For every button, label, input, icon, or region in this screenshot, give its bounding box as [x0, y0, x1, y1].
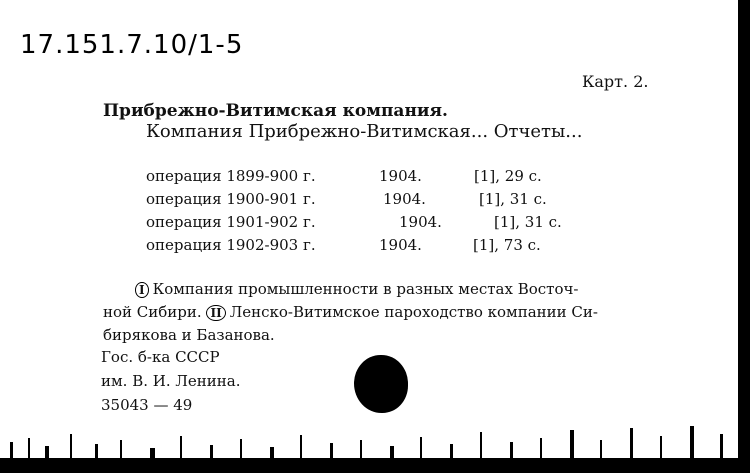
library-name-2: им. В. И. Ленина. [101, 372, 241, 390]
card-subtitle: Компания Прибрежно-Витимская... Отчеты... [146, 121, 583, 142]
report-year: 1904. [379, 167, 422, 185]
annotation-note [103, 278, 648, 347]
ink-blot [354, 355, 408, 413]
note-line: ной Сибири. [103, 303, 202, 321]
card-heading: Прибрежно-Витимская компания. [103, 101, 448, 121]
library-accession: 35043 — 49 [101, 396, 193, 414]
report-operation: операция 1902-903 г. [146, 236, 316, 254]
report-volume: [1], 31 с. [494, 213, 562, 231]
shelfmark-handwritten: 17.151.7.10/1-5 [20, 30, 244, 60]
report-year: 1904. [399, 213, 442, 231]
report-operation: операция 1900-901 г. [146, 190, 316, 208]
note-line: бирякова и Базанова. [103, 326, 275, 344]
note-line: Ленско-Витимское пароходство компании Си- [229, 303, 598, 321]
note-line: Компания промышленности в разных местах Восточ- [152, 280, 579, 298]
library-name: Гос. б-ка СССР [101, 348, 220, 366]
card-number: Карт. 2. [582, 72, 649, 91]
marker-I: I [135, 282, 149, 298]
marker-II: II [206, 305, 225, 321]
report-volume: [1], 73 с. [473, 236, 541, 254]
report-operation: операция 1901-902 г. [146, 213, 316, 231]
report-operation: операция 1899-900 г. [146, 167, 316, 185]
report-volume: [1], 29 с. [474, 167, 542, 185]
scan-edge [738, 0, 750, 473]
report-year: 1904. [383, 190, 426, 208]
report-year: 1904. [379, 236, 422, 254]
scan-noise-strip [0, 420, 750, 473]
report-volume: [1], 31 с. [479, 190, 547, 208]
